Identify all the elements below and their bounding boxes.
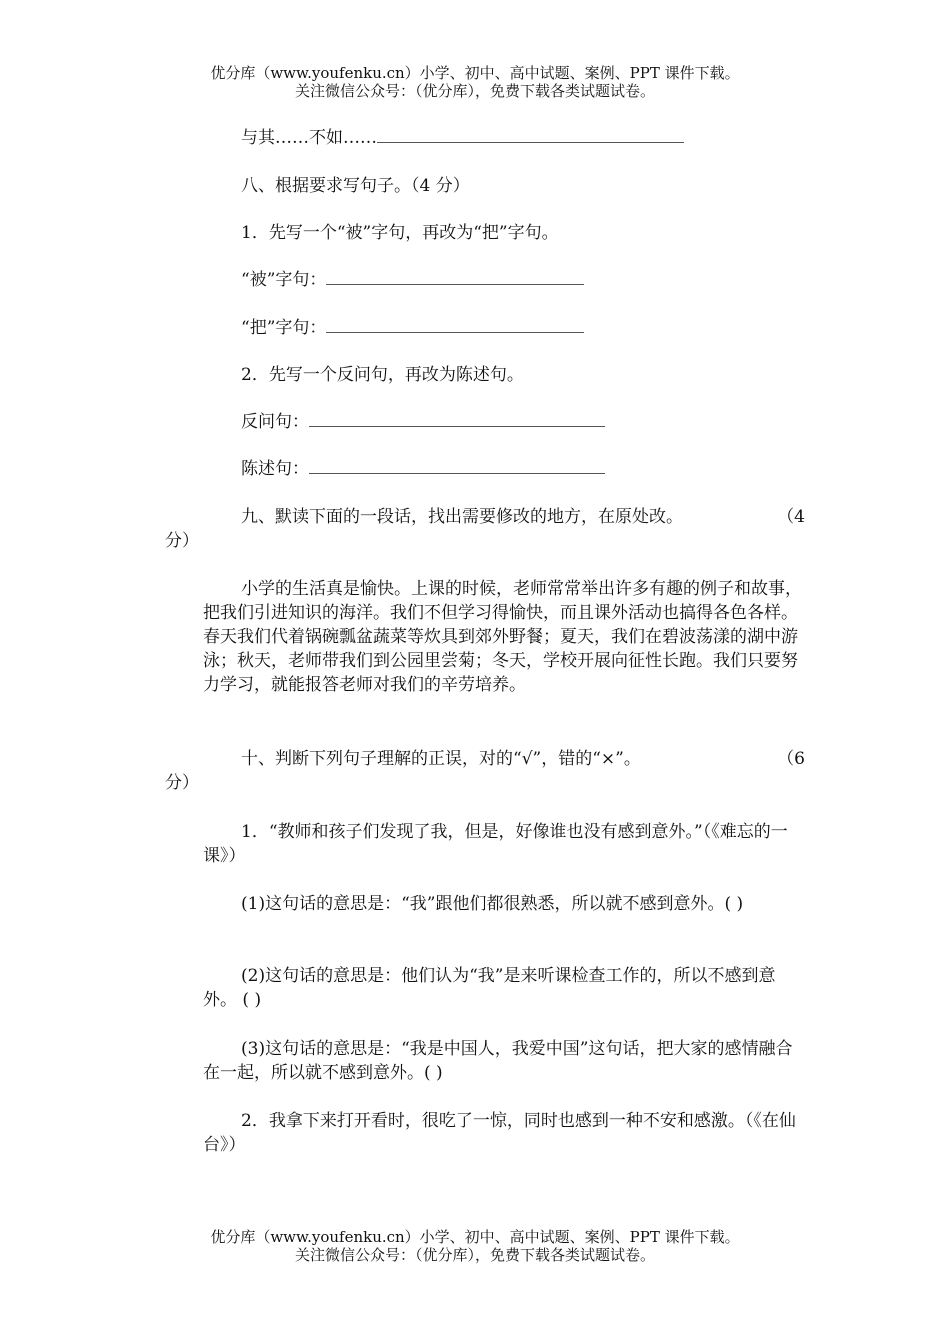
- ba-sentence-item: [241, 316, 584, 340]
- footer-line-2: 关注微信公众号：（优分库），免费下载各类试题试卷。: [294, 1246, 655, 1264]
- bei-sentence-label: “被”字句：: [241, 270, 327, 290]
- header-line-2: 关注微信公众号：（优分库），免费下载各类试题试卷。: [294, 82, 655, 100]
- header-line-1: 优分库（www.youfenku.cn）小学、初中、高中试题、案例、PPT 课件下载。: [210, 64, 740, 82]
- ba-sentence-label: “把”字句：: [241, 318, 327, 338]
- section9-title: [165, 505, 805, 553]
- section10-title: [165, 747, 805, 795]
- section8-title: 八、根据要求写句子。（4 分）: [241, 176, 470, 196]
- yuqi-buru-item: [241, 126, 684, 150]
- section10-title-text: 十、判断下列句子理解的正误，对的“√”，错的“×”。: [241, 749, 641, 769]
- section10-question-1: 1．“教师和孩子们发现了我，但是，好像谁也没有感到意外。”（《难忘的一课》）: [203, 822, 788, 866]
- rhetorical-question-blank[interactable]: [309, 412, 605, 427]
- bei-sentence-blank[interactable]: [326, 270, 584, 285]
- rhetorical-question-label: 反问句：: [241, 412, 309, 432]
- section9-score-tail: 分）: [165, 531, 199, 551]
- section10-q1-option-1: (1)这句话的意思是：“我”跟他们都很熟悉，所以就不感到意外。( ): [241, 894, 744, 914]
- section8-question-2: 2．先写一个反问句，再改为陈述句。: [241, 365, 524, 385]
- section9-passage: 小学的生活真是愉快。上课的时候，老师常常举出许多有趣的例子和故事，把我们引进知识的海洋。我们不但学习得愉快，而且课外活动也搞得各色各样。春天我们代着锅碗瓢盆蔬菜等炊具到郊外野餐；夏天，我们在碧波荡漾的湖中游泳；秋天，老师带我们到公园里尝菊；冬天，学校开展向征性长跑。我们只要努力学习，就能报答老师对我们的辛劳培养。: [203, 579, 802, 695]
- footer-line-1: 优分库（www.youfenku.cn）小学、初中、高中试题、案例、PPT 课件下载。: [210, 1228, 740, 1246]
- ba-sentence-blank[interactable]: [326, 318, 584, 333]
- rhetorical-question-item: [241, 410, 605, 434]
- declarative-sentence-label: 陈述句：: [241, 459, 309, 479]
- bei-sentence-item: [241, 268, 584, 292]
- yuqi-buru-label: 与其……不如……: [241, 128, 377, 148]
- section10-score: （6: [777, 749, 805, 769]
- declarative-sentence-blank[interactable]: [309, 459, 605, 474]
- section10-q1-option-2: (2)这句话的意思是：他们认为“我”是来听课检查工作的，所以不感到意外。 ( ): [203, 966, 776, 1010]
- section10-q1-option-3: (3)这句话的意思是：“我是中国人，我爱中国”这句话，把大家的感情融合在一起，所以就不感到意外。( ): [203, 1039, 793, 1083]
- section10-question-2: 2．我拿下来打开看时，很吃了一惊，同时也感到一种不安和感激。（《在仙台》）: [203, 1111, 796, 1155]
- page-footer: [0, 1228, 950, 1264]
- section8-question-1: 1．先写一个“被”字句，再改为“把”字句。: [241, 223, 559, 243]
- section9-title-text: 九、默读下面的一段话，找出需要修改的地方，在原处改。: [241, 507, 683, 527]
- page-header: [0, 64, 950, 100]
- section10-score-tail: 分）: [165, 773, 199, 793]
- yuqi-buru-blank[interactable]: [377, 128, 684, 143]
- declarative-sentence-item: [241, 457, 605, 481]
- section9-score: （4: [777, 507, 805, 527]
